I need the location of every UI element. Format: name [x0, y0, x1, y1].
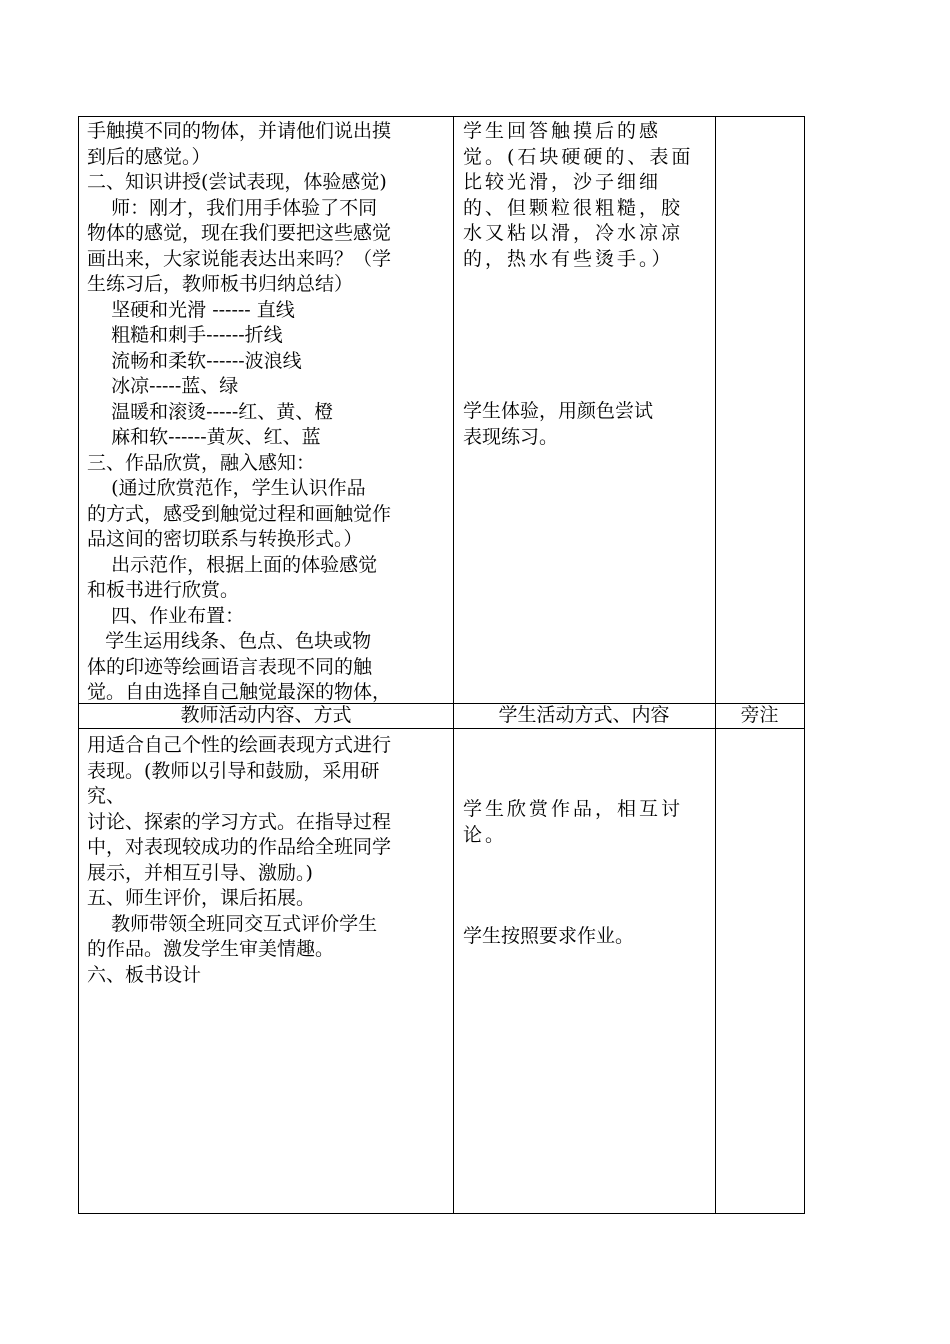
text-line: 五、师生评价，课后拓展。	[87, 887, 316, 909]
text-line: 学生运用线条、色点、色块或物	[87, 630, 372, 652]
text-line: 论。	[463, 823, 508, 846]
text-line: (通过欣赏范作，学生认识作品	[87, 477, 366, 499]
text-line: 和板书进行欣赏。	[87, 579, 240, 601]
text-line: 的方式，感受到触觉过程和画触觉作	[87, 502, 392, 525]
text-line: 麻和软------黄灰、红、蓝	[87, 426, 321, 448]
text-line: 画出来，大家说能表达出来吗？（学	[87, 247, 392, 270]
text-line: 手触摸不同的物体，并请他们说出摸	[87, 120, 392, 142]
student-activity-cell-1b	[463, 399, 711, 450]
text-line: 表现练习。	[463, 425, 559, 448]
student-activity-cell-2a	[463, 797, 711, 848]
text-line: 二、知识讲授(尝试表现，体验感觉)	[87, 171, 387, 193]
text-line: 表现。(教师以引导和鼓励，采用研	[87, 759, 380, 782]
column-divider-2	[715, 117, 716, 1213]
text-line: 觉。(石块硬硬的、表面	[463, 145, 694, 168]
text-line: 用适合自己个性的绘画表现方式进行	[87, 734, 392, 756]
text-line: 比较光滑，沙子细细	[463, 171, 662, 193]
teacher-activity-cell-2	[87, 733, 447, 988]
text-line: 学生按照要求作业。	[463, 925, 635, 947]
text-line: 体的印迹等绘画语言表现不同的触	[87, 655, 373, 678]
header-student-activity: 学生活动方式、内容	[498, 704, 670, 726]
text-line: 四、作业布置：	[87, 604, 245, 627]
text-line: 到后的感觉。）	[87, 145, 211, 168]
text-line: 学生回答触摸后的感	[463, 120, 662, 142]
text-line: 坚硬和光滑 ------ 直线	[87, 298, 295, 321]
text-line: 究、	[87, 785, 126, 807]
text-line: 流畅和柔软------波浪线	[87, 349, 302, 372]
text-line: 的作品。激发学生审美情趣。	[87, 938, 335, 960]
text-line: 物体的感觉，现在我们要把这些感觉	[87, 222, 392, 244]
text-line: 觉。自由选择自己触觉最深的物体，	[87, 681, 392, 703]
text-line: 的、但颗粒很粗糙，胶	[463, 196, 684, 219]
text-line: 学生体验，用颜色尝试	[463, 400, 654, 422]
text-line: 三、作品欣赏，融入感知：	[87, 451, 316, 474]
column-divider-1	[453, 117, 454, 1213]
text-line: 讨论、探索的学习方式。在指导过程	[87, 810, 392, 833]
text-line: 师：刚才，我们用手体验了不同	[87, 196, 378, 219]
text-line: 水又粘以滑，冷水凉凉	[463, 222, 684, 244]
header-teacher-activity: 教师活动内容、方式	[180, 704, 352, 726]
lesson-plan-table	[78, 116, 805, 1214]
teacher-activity-cell-1	[87, 119, 447, 706]
header-notes: 旁注	[740, 704, 779, 726]
text-line: 六、板书设计	[87, 963, 202, 986]
text-line: 出示范作，根据上面的体验感觉	[87, 553, 378, 576]
text-line: 温暖和滚烫-----红、黄、橙	[87, 400, 334, 423]
student-activity-cell-2b	[463, 924, 711, 950]
text-line: 中，对表现较成功的作品给全班同学	[87, 836, 392, 858]
text-line: 粗糙和刺手------折线	[87, 324, 283, 346]
text-line: 冰凉-----蓝、绿	[87, 375, 239, 397]
student-activity-cell-1a	[463, 119, 711, 272]
text-line: 生练习后，教师板书归纳总结）	[87, 273, 354, 295]
text-line: 品这间的密切联系与转换形式。）	[87, 528, 363, 550]
text-line: 学生欣赏作品，相互讨	[463, 798, 684, 820]
text-line: 展示，并相互引导、激励。)	[87, 861, 313, 884]
text-line: 的，热水有些烫手。）	[463, 247, 674, 270]
text-line: 教师带领全班同交互式评价学生	[87, 912, 378, 935]
header-bottom-rule	[79, 728, 804, 729]
